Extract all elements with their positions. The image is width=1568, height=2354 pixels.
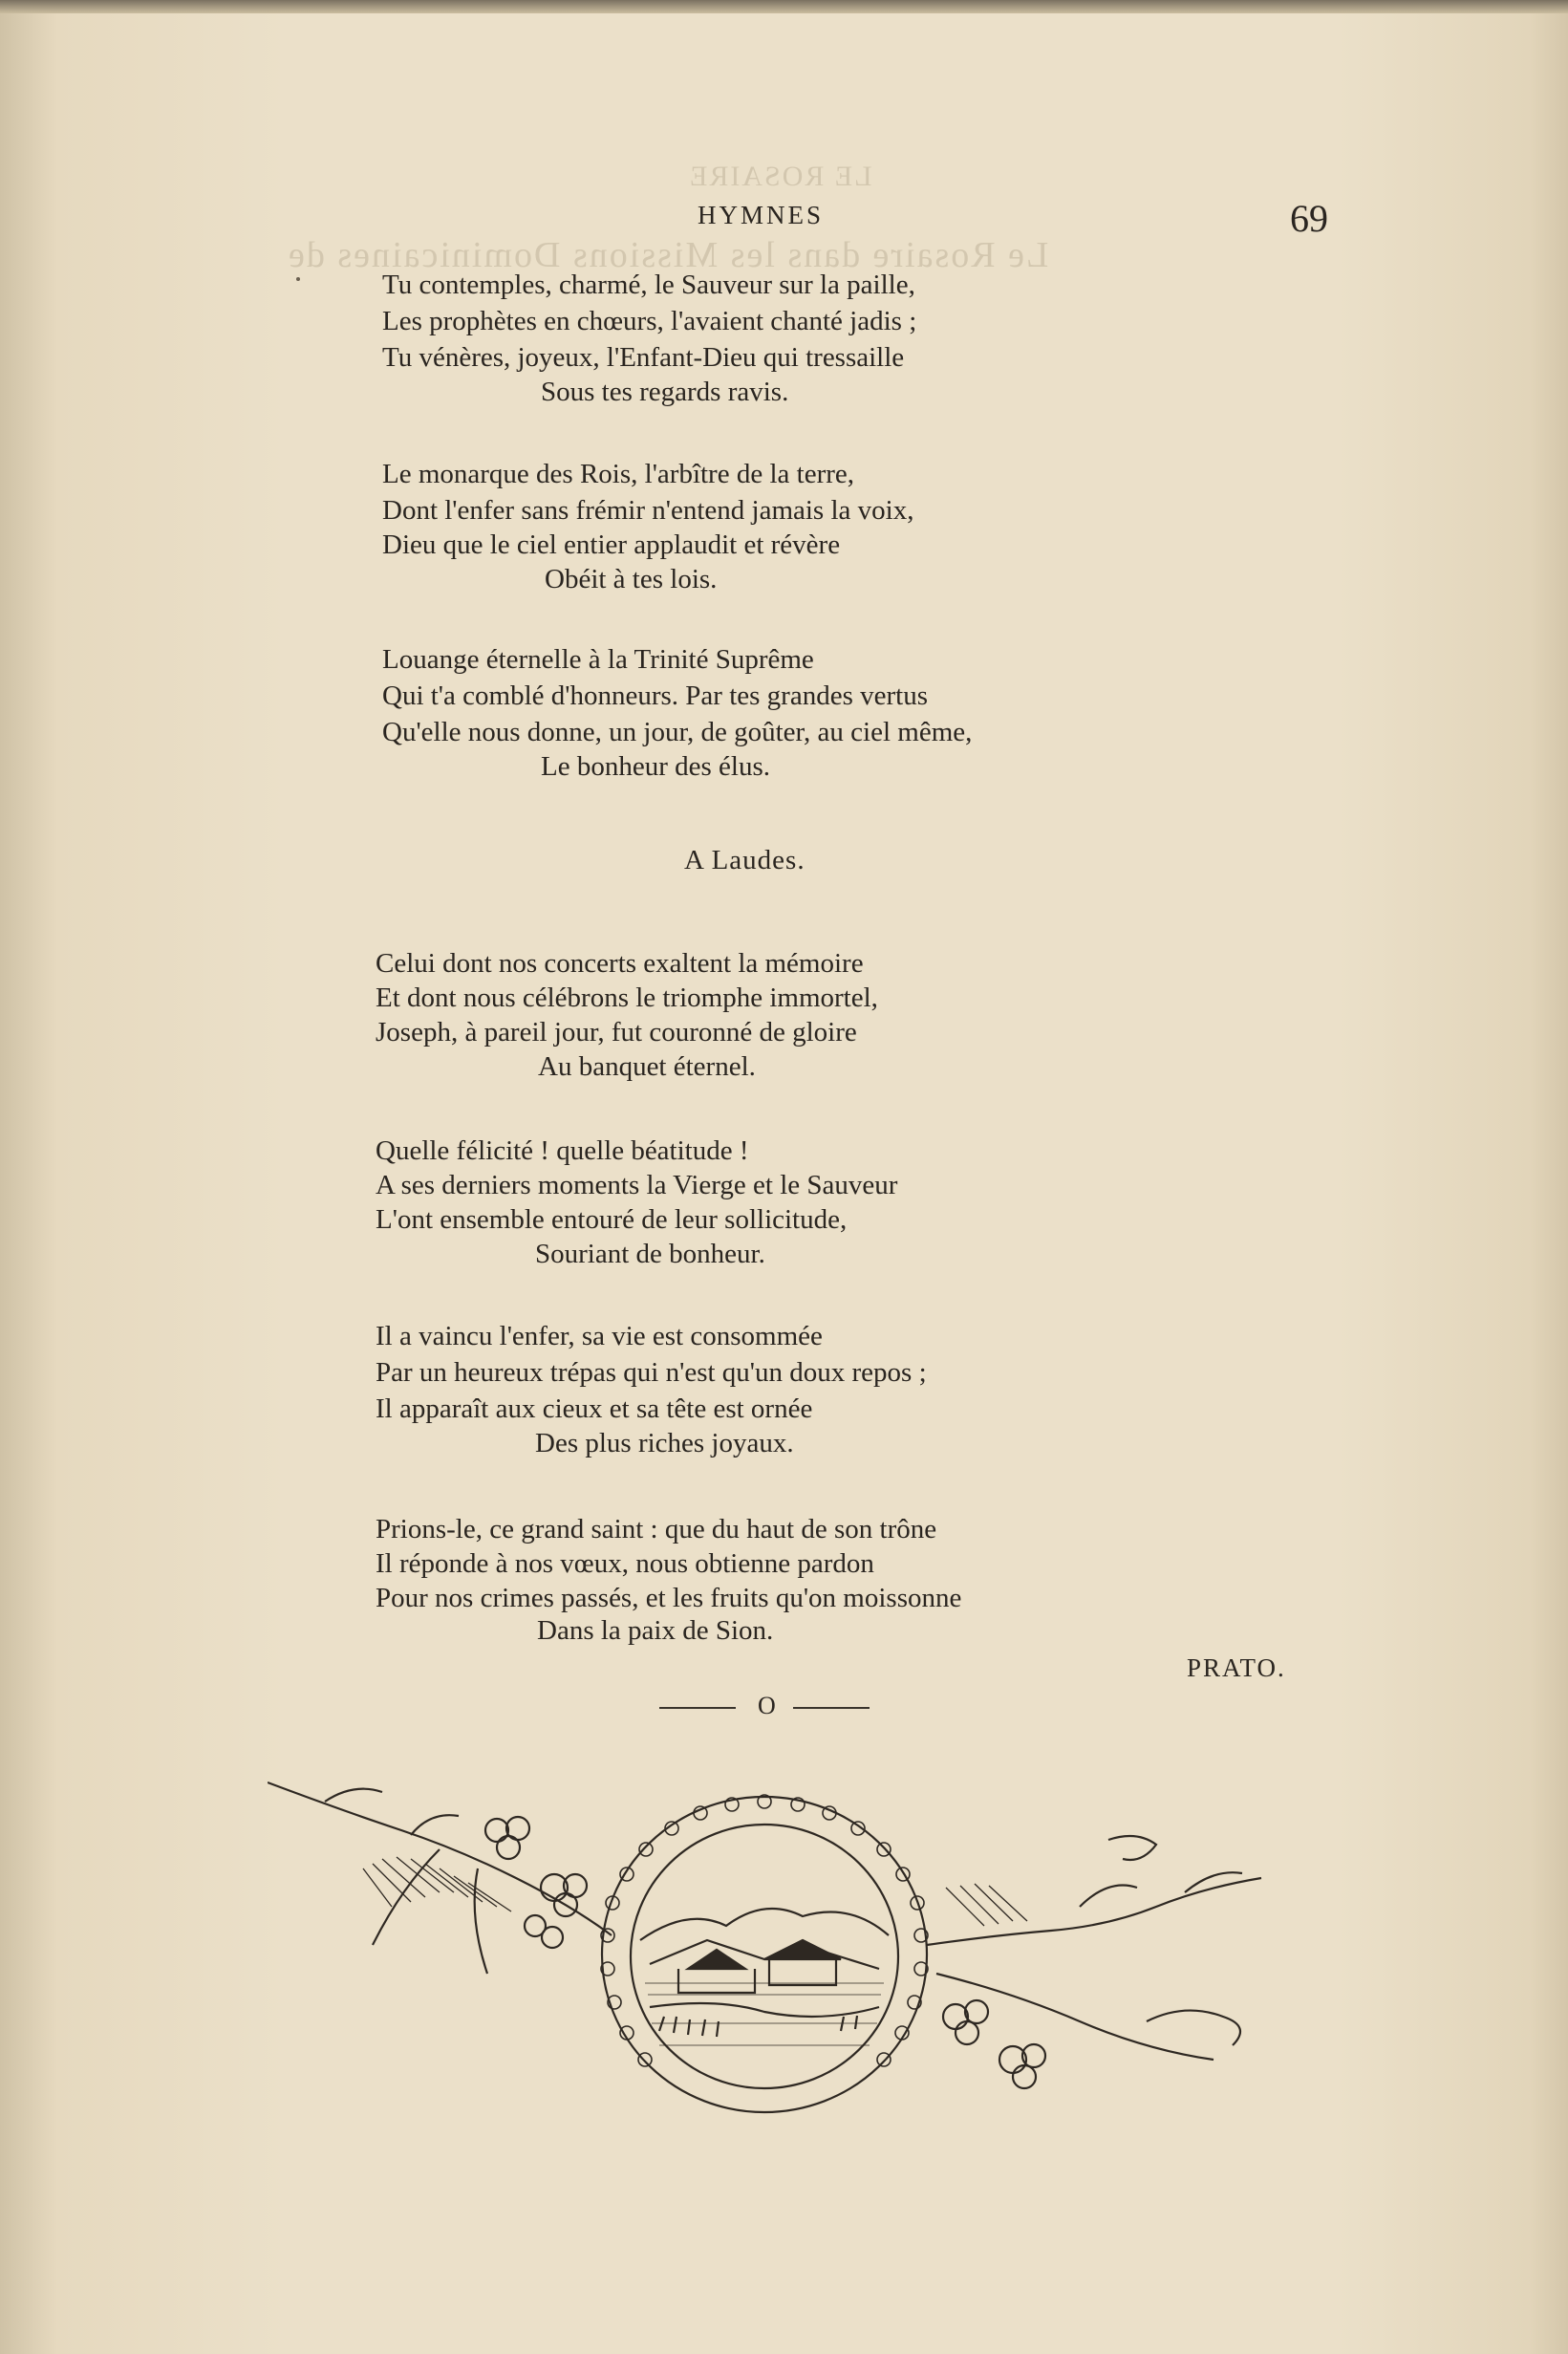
section-heading: A Laudes. <box>684 845 805 875</box>
separator-mark: O <box>758 1692 776 1719</box>
verse-line: Dont l'enfer sans frémir n'entend jamais la voix, <box>382 495 914 526</box>
author-signature: PRATO. <box>1187 1653 1286 1682</box>
ink-speck <box>296 277 300 281</box>
verse-line: Il a vaincu l'enfer, sa vie est consommée <box>376 1321 823 1351</box>
verse-line: Tu contemples, charmé, le Sauveur sur la paille, <box>382 270 915 300</box>
running-head: HYMNES <box>698 201 825 229</box>
verse-line: Il réponde à nos vœux, nous obtienne pardon <box>376 1548 874 1579</box>
verse-line: Le monarque des Rois, l'arbître de la terre, <box>382 459 855 489</box>
bleed-through-heading: Le Rosaire dans les Missions Dominicaines de <box>287 235 1049 275</box>
verse-line: Et dont nous célébrons le triomphe immortel, <box>376 983 878 1013</box>
bleed-through-running-head: LE ROSAIRE <box>688 161 872 192</box>
verse-line: Les prophètes en chœurs, l'avaient chanté jadis ; <box>382 306 917 336</box>
verse-line: Par un heureux trépas qui n'est qu'un doux repos ; <box>376 1357 927 1388</box>
verse-line: Tu vénères, joyeux, l'Enfant-Dieu qui tressaille <box>382 342 905 373</box>
verse-line: Souriant de bonheur. <box>535 1239 765 1269</box>
page-number: 69 <box>1290 197 1328 240</box>
verse-line: Qu'elle nous donne, un jour, de goûter, au ciel même, <box>382 717 973 747</box>
section-separator <box>659 1692 889 1720</box>
separator-rule-left <box>659 1707 736 1709</box>
verse-line: Le bonheur des élus. <box>541 751 770 782</box>
verse-line: Louange éternelle à la Trinité Suprême <box>382 644 814 675</box>
verse-line: Dieu que le ciel entier applaudit et révère <box>382 529 841 560</box>
verse-line: Joseph, à pareil jour, fut couronné de gloire <box>376 1017 857 1047</box>
verse-line: Obéit à tes lois. <box>545 564 718 594</box>
landscape-medallion-icon <box>268 1773 1300 2136</box>
verse-line: Quelle félicité ! quelle béatitude ! <box>376 1135 749 1166</box>
verse-line: Des plus riches joyaux. <box>535 1428 794 1458</box>
page-top-edge <box>0 0 1568 13</box>
verse-line: Qui t'a comblé d'honneurs. Par tes grandes vertus <box>382 680 928 711</box>
verse-line: Sous tes regards ravis. <box>541 377 789 407</box>
verse-line: A ses derniers moments la Vierge et le Sauveur <box>376 1170 898 1200</box>
separator-rule-right <box>793 1707 870 1709</box>
verse-line: Celui dont nos concerts exaltent la mémoire <box>376 948 864 979</box>
verse-line: Au banquet éternel. <box>538 1051 756 1082</box>
verse-line: Il apparaît aux cieux et sa tête est ornée <box>376 1393 813 1424</box>
verse-line: Dans la paix de Sion. <box>537 1615 774 1646</box>
verse-line: Pour nos crimes passés, et les fruits qu'on moissonne <box>376 1583 962 1613</box>
verse-line: L'ont ensemble entouré de leur sollicitude, <box>376 1204 848 1235</box>
verse-line: Prions-le, ce grand saint : que du haut de son trône <box>376 1514 937 1544</box>
